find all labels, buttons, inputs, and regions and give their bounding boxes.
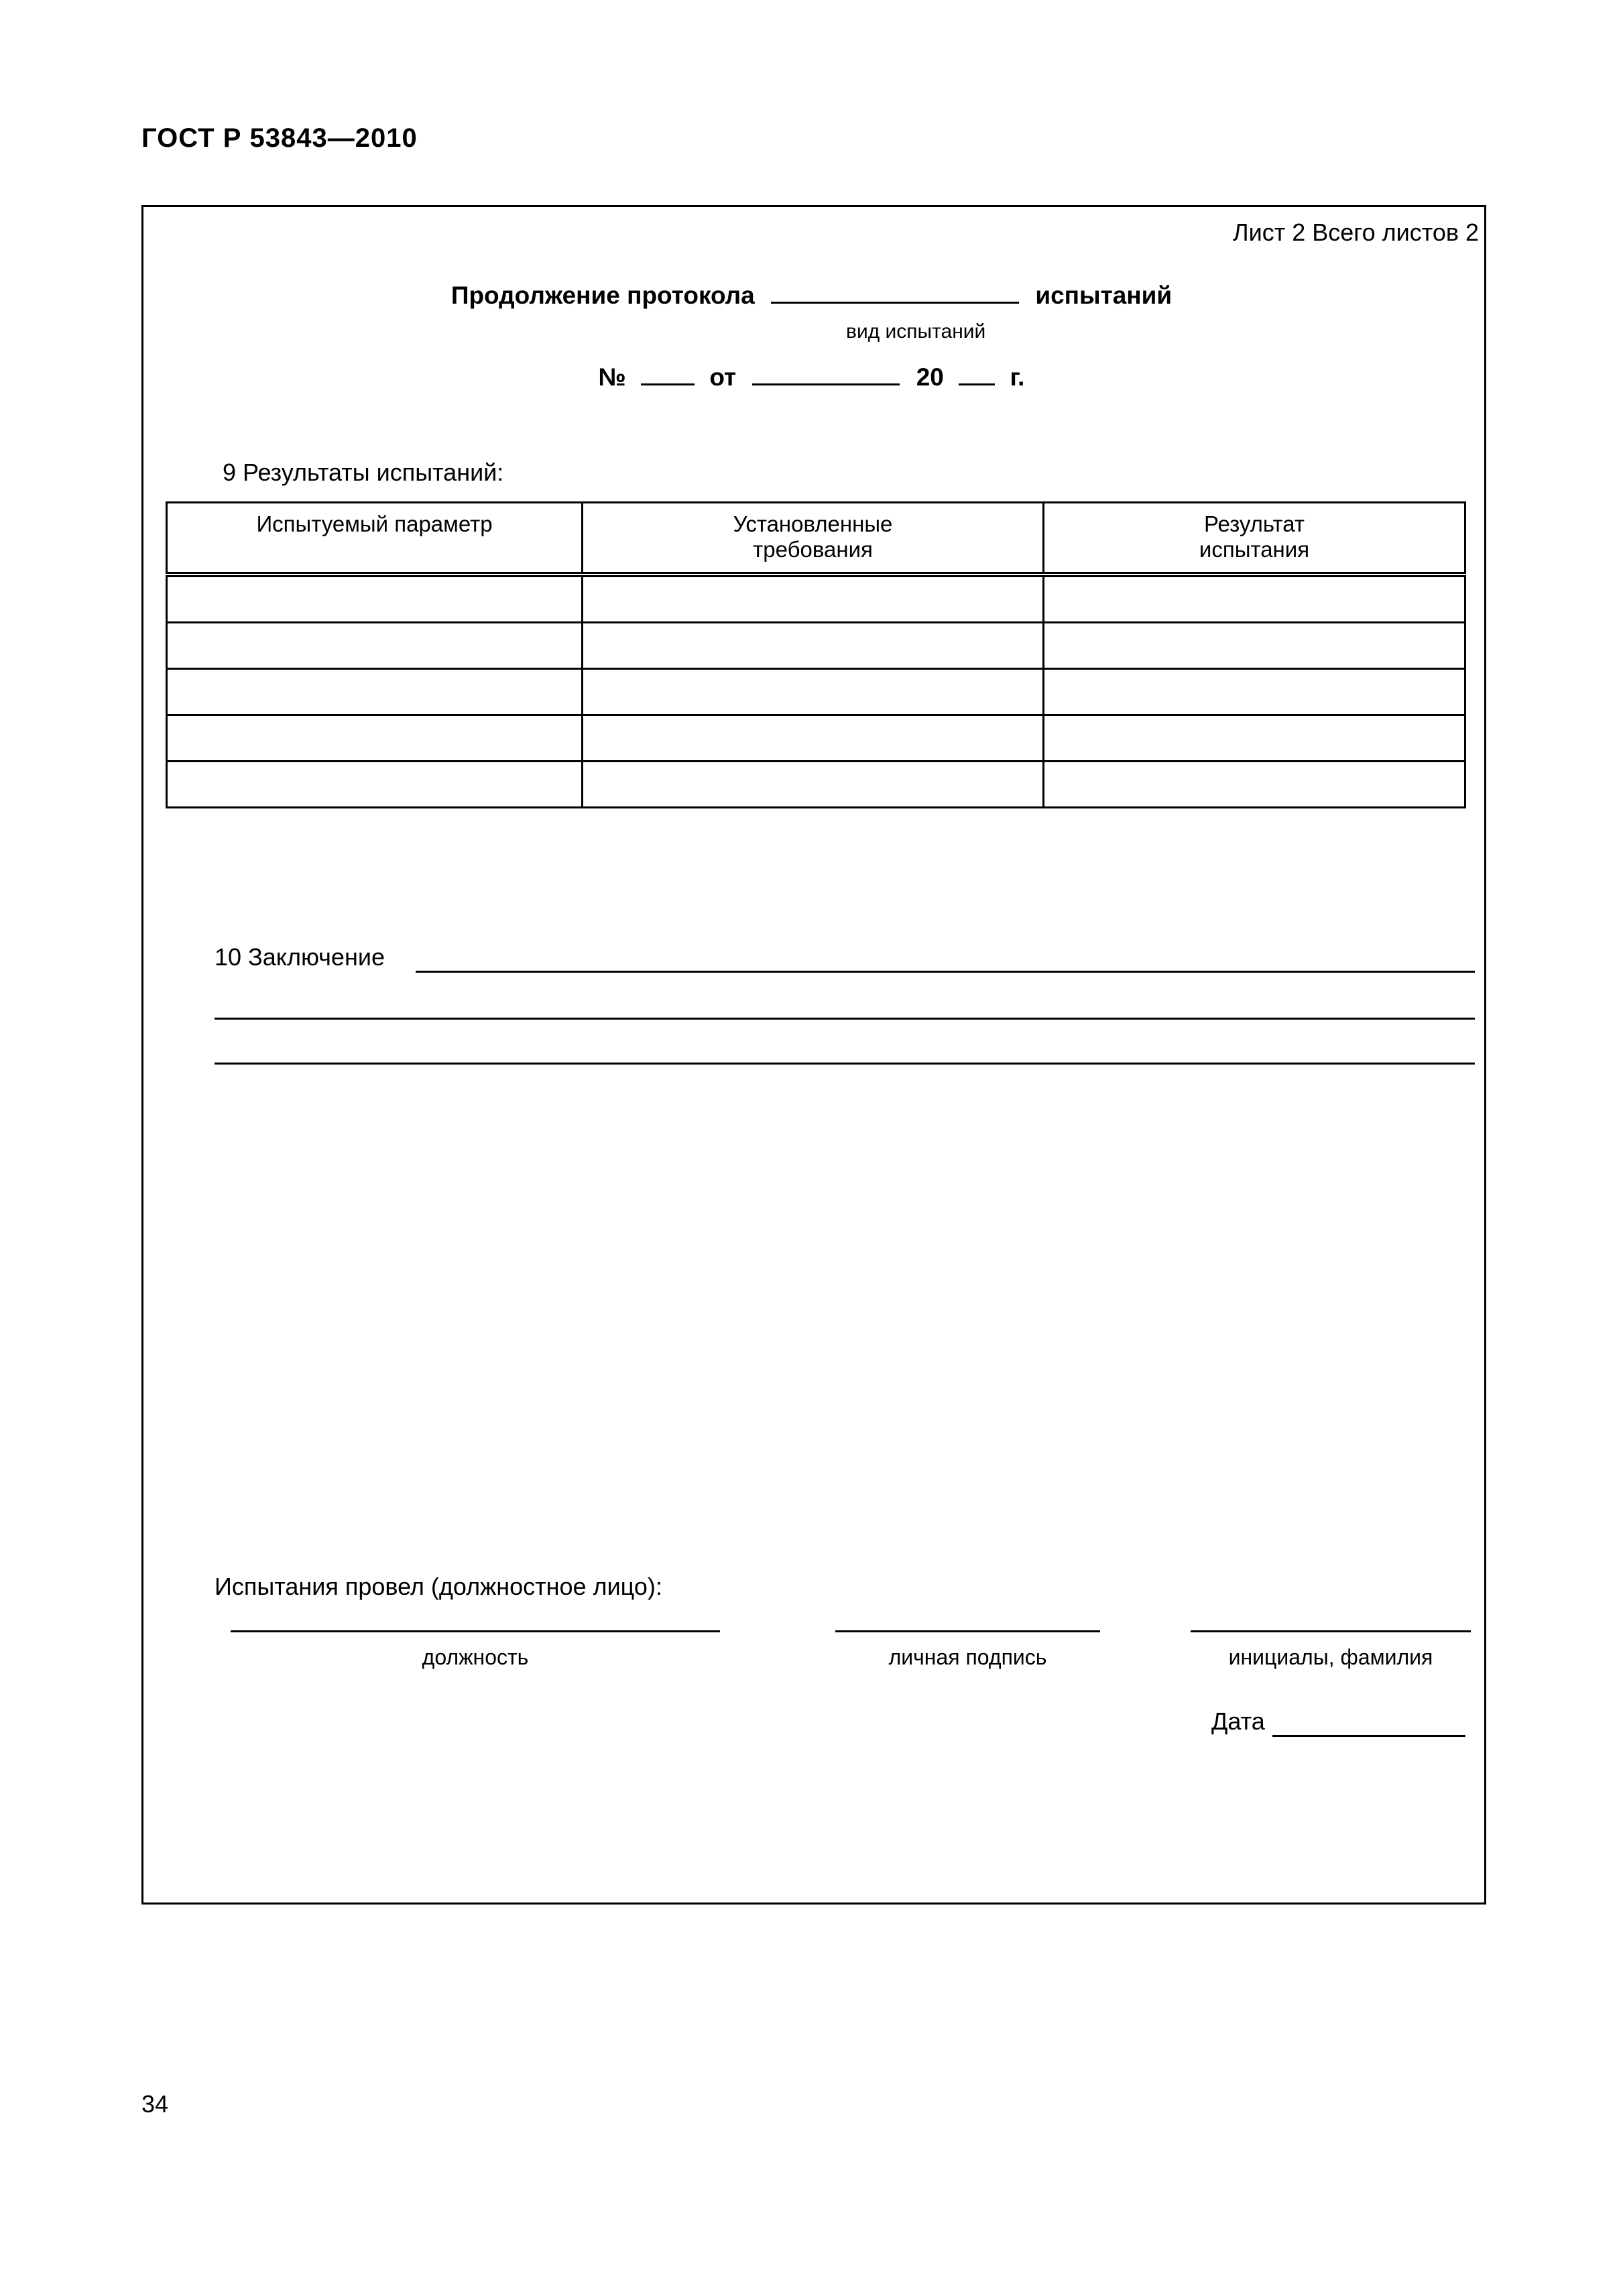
results-table [166, 501, 1466, 808]
tested-by-label: Испытания провел (должностное лицо): [215, 1573, 662, 1600]
date-label: Дата [1211, 1707, 1265, 1735]
table-row [167, 715, 1465, 762]
table-cell[interactable] [167, 575, 583, 623]
table-row [167, 623, 1465, 669]
table-cell[interactable] [1044, 762, 1465, 808]
table-cell[interactable] [583, 669, 1044, 715]
document-code: ГОСТ Р 53843—2010 [141, 123, 418, 153]
table-row [167, 762, 1465, 808]
table-cell[interactable] [1044, 575, 1465, 623]
table-row [167, 669, 1465, 715]
column-header-parameter: Испытуемый параметр [167, 503, 583, 575]
table-cell[interactable] [583, 575, 1044, 623]
table-cell[interactable] [167, 715, 583, 762]
signature-caption: личная подпись [888, 1645, 1047, 1669]
conclusion-line-3[interactable] [215, 1063, 1475, 1065]
date-line[interactable] [1272, 1735, 1465, 1737]
table-cell[interactable] [583, 715, 1044, 762]
conclusion-line-1[interactable] [416, 971, 1475, 973]
position-line[interactable] [231, 1630, 720, 1632]
protocol-number-field[interactable] [641, 378, 695, 385]
protocol-title [0, 282, 1623, 310]
protocol-title-prefix: Продолжение протокола [450, 282, 755, 309]
table-cell[interactable] [583, 623, 1044, 669]
conclusion-line-2[interactable] [215, 1018, 1475, 1020]
table-cell[interactable] [167, 762, 583, 808]
table-cell[interactable] [583, 762, 1044, 808]
table-cell[interactable] [1044, 669, 1465, 715]
table-row [167, 575, 1465, 623]
results-heading: 9 Результаты испытаний: [223, 459, 504, 486]
signature-line[interactable] [835, 1630, 1100, 1632]
page-number: 34 [141, 2090, 169, 2118]
test-type-field[interactable] [771, 296, 1019, 304]
protocol-number-line [0, 363, 1623, 391]
table-cell[interactable] [1044, 715, 1465, 762]
table-cell[interactable] [167, 623, 583, 669]
position-caption: должность [422, 1645, 529, 1669]
year-suffix: г. [1010, 363, 1025, 391]
table-cell[interactable] [167, 669, 583, 715]
name-line[interactable] [1191, 1630, 1471, 1632]
table-cell[interactable] [1044, 623, 1465, 669]
from-label: от [709, 363, 737, 391]
number-sign: № [598, 363, 626, 391]
column-header-result: Результат испытания [1044, 503, 1465, 575]
name-caption: инициалы, фамилия [1228, 1645, 1433, 1669]
year-prefix: 20 [916, 363, 944, 391]
table-header-row [167, 503, 1465, 575]
test-type-caption: вид испытаний [846, 320, 986, 343]
column-header-requirements: Установленные требования [583, 503, 1044, 575]
conclusion-label: 10 Заключение [215, 943, 385, 971]
protocol-year-field[interactable] [959, 378, 995, 385]
sheet-info: Лист 2 Всего листов 2 [1232, 219, 1479, 246]
protocol-date-field[interactable] [752, 378, 900, 385]
protocol-title-suffix: испытаний [1035, 282, 1173, 309]
